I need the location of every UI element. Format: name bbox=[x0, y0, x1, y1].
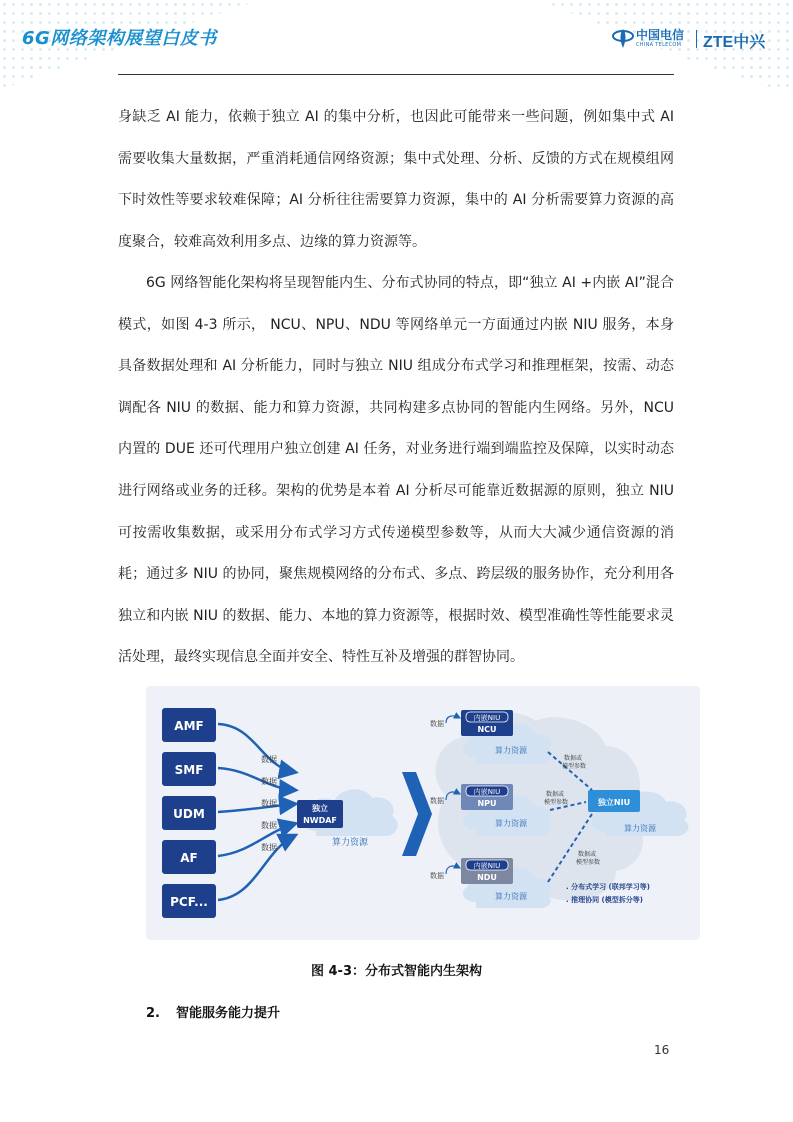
ncu-compute-label: 算力资源 bbox=[495, 746, 527, 755]
connector-label-mid-2: 模型参数 bbox=[544, 799, 569, 806]
bullet-distributed-learning: . 分布式学习 (联邦学习等) bbox=[566, 883, 650, 891]
ncu-embedded-label: 内嵌NIU bbox=[473, 714, 501, 722]
connector-label-bot-1: 数据或 bbox=[578, 851, 597, 858]
china-telecom-name-en: CHINA TELECOM bbox=[636, 42, 682, 48]
header-rule bbox=[118, 74, 674, 75]
independent-niu-label: 独立NIU bbox=[597, 798, 631, 807]
section-title: 智能服务能力提升 bbox=[176, 1006, 281, 1021]
connector-label-mid-1: 数据或 bbox=[546, 791, 565, 798]
nwdaf-label-line1: 独立 bbox=[312, 804, 328, 813]
npu-data-label: 数据 bbox=[430, 797, 444, 805]
source-label-udm: UDM bbox=[173, 807, 205, 821]
source-label-amf: AMF bbox=[174, 719, 204, 733]
section-heading bbox=[146, 1002, 280, 1021]
section-number: 2. bbox=[146, 1006, 160, 1021]
ndu-label: NDU bbox=[477, 873, 497, 882]
body-paragraph-1: 身缺乏 AI 能力，依赖于独立 AI 的集中分析，也因此可能带来一些问题，例如集中式 AI 需要收集大量数据，严重消耗通信网络资源；集中式处理、分析、反馈的方式在规模组网下时效性等要求较难保障；AI 分析往往需要算力资源，集中的 AI 分析需要算力资源的高度聚合，较难高效利用多点、边缘的算力资源等。 bbox=[118, 109, 674, 250]
china-telecom-logo-icon bbox=[610, 26, 636, 52]
npu-embedded-label: 内嵌NIU bbox=[473, 788, 501, 796]
header-decoration bbox=[0, 0, 793, 110]
npu-compute-label: 算力资源 bbox=[495, 819, 527, 828]
ndu-data-label: 数据 bbox=[430, 872, 444, 880]
source-label-pcf: PCF... bbox=[170, 895, 208, 909]
connector-label-top-2: 模型参数 bbox=[562, 763, 587, 770]
ncu-label: NCU bbox=[477, 725, 497, 734]
architecture-diagram bbox=[146, 686, 700, 940]
source-label-af: AF bbox=[180, 851, 198, 865]
document-title: 6G网络架构展望白皮书 bbox=[22, 28, 217, 49]
ndu-compute-label: 算力资源 bbox=[495, 892, 527, 901]
ndu-embedded-label: 内嵌NIU bbox=[473, 862, 501, 870]
data-label-5: 数据 bbox=[261, 843, 277, 852]
logo-divider bbox=[696, 30, 697, 48]
independent-niu bbox=[588, 790, 689, 836]
data-flow-arrows bbox=[218, 724, 294, 900]
nwdaf-compute-label: 算力资源 bbox=[331, 838, 369, 848]
zte-logo: ZTE中兴 bbox=[703, 34, 766, 51]
china-telecom-name: 中国电信 bbox=[636, 28, 685, 42]
figure-caption: 图 4-3：分布式智能内生架构 bbox=[310, 964, 482, 979]
independent-niu-compute-label: 算力资源 bbox=[624, 824, 656, 833]
page-number: 16 bbox=[654, 1043, 670, 1057]
source-label-smf: SMF bbox=[174, 763, 204, 777]
data-label-1: 数据 bbox=[261, 755, 277, 764]
source-box-group bbox=[162, 708, 216, 918]
ncu-data-label: 数据 bbox=[430, 720, 444, 728]
data-label-2: 数据 bbox=[261, 777, 277, 786]
body-paragraph-2: 6G 网络智能化架构将呈现智能内生、分布式协同的特点，即“独立 AI +内嵌 AI”混合模式，如图 4-3 所示， NCU、NPU、NDU 等网络单元一方面通过内嵌 NIU 服务，本身具备数据处理和 AI 分析能力，同时与独立 NIU 组成分布式学习和推理框架，按需、动态调配各 NIU 的数据、能力和算力资源，共同构建多点协同的智能内生网络。另外，NCU 内置的 DUE 还可代理用户独立创建 AI 任务，对业务进行端到端监控及保障，以实时动态进行网络或业务的迁移。架构的优势是本着 AI 分析尽可能靠近数据源的原则，独立 NIU 可按需收集数据，或采用分布式学习方式传递模型参数等，从而大大减少通信资源的消耗；通过多 NIU 的协同，聚焦规模网络的分布式、多点、跨层级的服务协作，充分利用各独立和内嵌 NIU 的数据、能力、本地的算力资源等，根据时效、模型准确性等性能要求灵活处理，最终实现信息全面并安全、特性互补及增强的群智协同。 bbox=[118, 275, 674, 666]
npu-label: NPU bbox=[477, 799, 497, 808]
data-label-4: 数据 bbox=[261, 821, 277, 830]
architecture-figure bbox=[146, 686, 700, 940]
connector-label-top-1: 数据或 bbox=[564, 755, 583, 762]
transition-chevron-icon bbox=[402, 772, 432, 856]
bullet-inference-collab: . 推理协同 (模型拆分等) bbox=[566, 896, 643, 904]
data-label-3: 数据 bbox=[261, 799, 277, 808]
nwdaf-label-line2: NWDAF bbox=[303, 816, 337, 825]
connector-label-bot-2: 模型参数 bbox=[576, 859, 601, 866]
